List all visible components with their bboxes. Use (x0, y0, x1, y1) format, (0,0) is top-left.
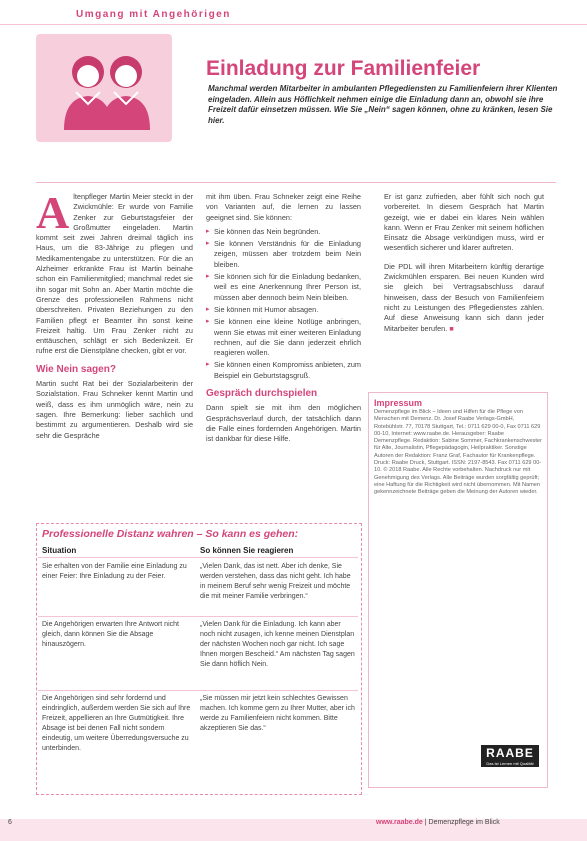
list-item: ▸ Sie können eine kleine Notlüge anbringen, wenn Sie etwas mit einer weiteren Einladung rechnen, auf die Sie dann jederzeit ehrlich reagieren wollen. (206, 317, 361, 358)
col3-paragraph-2 (384, 262, 544, 334)
end-mark-icon: ■ (449, 323, 454, 333)
list-item: ▸ Sie können Verständnis für die Einladung zeigen, müssen aber trotzdem beim Nein bleiben. (206, 239, 361, 270)
impressum-title: Impressum (374, 398, 423, 408)
raabe-logo: RAABE (481, 745, 539, 767)
table-row: Die Angehörigen sind sehr fordernd und eindringlich, außerdem werden Sie sich auf Ihre Freizeit, appellieren an Ihre Gutmütigkeit. Ihre Absage ist bei denen Fall nicht sondern eindeutig, um weitere Überredungsversuche zu unterbinden. (42, 695, 191, 752)
page-number: 6 (8, 819, 12, 826)
col1-paragraph-1: ltenpfleger Martin Meier steckt in der Zwickmühle: Er wurde von Familie Zenker zur Geburtstagsfeier der Großmutter eingeladen. Martin kommt seit zwei Jahren dreimal täglich ins Haus, um die 83-Jährige zu pflegen und Medikamentengabe zu unterstützen. Für die an Alzheimer erkrankte Frau ist Martin beinahe schon ein Familienmitglied; manchmal redet sie ihn sogar mit Sohn an. Aber Martin möchte die Grenze des professionellen Rahmens nicht überschreiten. Privaten Beziehungen zu den Familien pflegt er Beamter ihn sonst keine Freizeit haltig. Um Frau Zenker nicht zu enttäuschen, schlägt er sich Bedenkzeit. Er rufne erst die Dienstpläne checken, gibt er vor. (36, 192, 193, 356)
section-tag: Umgang mit Angehörigen (76, 9, 231, 20)
col1-heading: Wie Nein sagen? (36, 363, 116, 375)
table-row: Die Angehörigen erwarten Ihre Antwort nicht gleich, dann können Sie die Absage hinauszögern. (42, 621, 179, 648)
table-title: Professionelle Distanz wahren – So kann es gehen: (42, 528, 299, 540)
top-rule (0, 24, 587, 25)
list-item: ▸ Sie können einen Kompromiss anbieten, zum Beispiel ein Geburtstagsgruß. (206, 360, 361, 381)
footer (376, 819, 500, 826)
row-divider (38, 557, 358, 558)
table-row: „Vielen Dank für die Einladung. Ich kann aber noch nicht zusagen, ich kenne meinen Dienstplan der nächsten Wochen noch gar nicht. Ich sage Ihnen morgen Bescheid.“ Am nächsten Tag sagen Sie dann höflich Nein. (200, 621, 355, 668)
raabe-tagline: Das ist Lernen mit Qualität (486, 761, 534, 766)
column-3 (384, 192, 544, 334)
drop-cap: A (36, 187, 70, 238)
impressum-body: Demenzpflege im Blick – Ideen und Hilfen für die Pflege von Menschen mit Demenz. Dr. Josef Raabe Verlags-GmbH, Rotebühlstr. 77, 70178 Stuttgart, Tel.: 0711 629 00-0, Fax 0711 629 00-10, Internet: www.raabe.de. Herausgeber: Raabe Demenzpflege. Redaktion: Sabine Sommer, Fachkrankenschwester für Alte, Journalistin, Pflegepädagogin, Heilpraktiker. Sonstige Autoren der Redaktion: Franz Graf, Fachautor für Krankenpflege. Druck: Raabe Druck, Stuttgart. ISSN: 2197-8543. Fax 0711 629 00-10. © 2018 Raabe. Alle Rechte vorbehalten. Nachdruck nur mit Genehmigung des Verlags. Alle Beiträge wurden sorgfältig geprüft; eine Haftung für die Richtigkeit wird nicht übernommen. Mit Namen gekennzeichnete Beiträge geben die Meinung der Autoren wieder. (374, 409, 542, 496)
bullet-list (206, 227, 361, 381)
list-item: ▸ Sie können mit Humor absagen. (206, 305, 361, 315)
col2-heading: Gespräch durchspielen (206, 388, 318, 400)
col2-paragraph-1: mit ihm üben. Frau Schneker zeigt eine Reihe von Varianten auf, die lernen zu lassen geeignet sind. Sie können: (206, 192, 361, 222)
footer-publication: | Demenzpflege im Blick (422, 819, 500, 826)
list-item: ▸ Sie können sich für die Einladung bedanken, weil es eine Anerkennung Ihrer Person ist, müssen aber dennoch beim Nein bleiben. (206, 272, 361, 303)
footer-link[interactable]: www.raabe.de (376, 819, 423, 826)
col2-paragraph-2: Dann spielt sie mit ihm den möglichen Gesprächsverlauf durch, der tatsächlich dann die Falle eines fordernden Angehörigen. Martin ist dankbar für diese Hilfe. (206, 403, 361, 444)
row-divider (38, 690, 358, 691)
page-title: Einladung zur Familienfeier (206, 57, 481, 80)
table-row: „Sie müssen mir jetzt kein schlechtes Gewissen machen. Ich komme gern zu Ihrer Mutter, aber ich werde zu Familienfeiern nicht kommen. Bitte akzeptieren Sie das.“ (200, 695, 355, 732)
column-2 (206, 192, 361, 445)
two-people-icon (36, 34, 172, 142)
table-header-situation: Situation (42, 546, 77, 555)
column-1 (36, 187, 193, 441)
col1-paragraph-2: Martin sucht Rat bei der Sozialarbeiterin der Sozialstation. Frau Schneker kennt Martin und weiß, dass es ihm unmöglich wäre, nein zu sagen. Ihre Bemerkung: lieber sachlich und bestimmt zu argumentieren. Deshalb wird sie sehr die Gespräche (36, 379, 193, 440)
divider (36, 182, 556, 183)
col3-paragraph-1: Er ist ganz zufrieden, aber fühlt sich noch gut vorbereitet. In diesem Gespräch hat Martin gezeigt, wie er dabei ein klares Nein wählen kann. Wenn er Frau Zenker mit seinem höflichen Einsatz die Absage verkündigen muss, wird er wesentlich sicherer und klarer auftreten. (384, 192, 544, 253)
col3-paragraph-2-text: Die PDL will ihren Mitarbeitern künftig derartige Zwickmühlen ersparen. Bei neuen Kunden wird sie gleich bei Vertragsabschluss darauf hinweisen, dass der Besuch von Familienfeiern nicht zu Leistungen des Pflegedienstes zählen. Auf diese Anweisung kann sich dann jeder Mitarbeiter berufen. (384, 261, 544, 333)
table-row: „Vielen Dank, das ist nett. Aber ich denke, Sie werden verstehen, dass das nicht geht. Ich habe in meinem Beruf sehr wenig Freizeit und möchte die mit meiner Familie verbringen.“ (200, 563, 351, 600)
table-row: Sie erhalten von der Familie eine Einladung zu einer Feier: Ihre Einladung zu der Feier. (42, 563, 187, 580)
list-item: ▸ Sie können das Nein begründen. (206, 227, 361, 237)
row-divider (38, 616, 358, 617)
lead-text: Manchmal werden Mitarbeiter in ambulanten Pflegediensten zu Familienfeiern ihrer Klienten eingeladen. Allein aus Höflichkeit nehmen einige die Einladung dann an, obwohl sie ihre Freizeit dafür einsetzen müssen. Wie Sie „Nein“ sagen können, ohne zu kränken, lesen Sie hier. (208, 84, 558, 125)
table-header-reaction: So können Sie reagieren (200, 546, 294, 555)
